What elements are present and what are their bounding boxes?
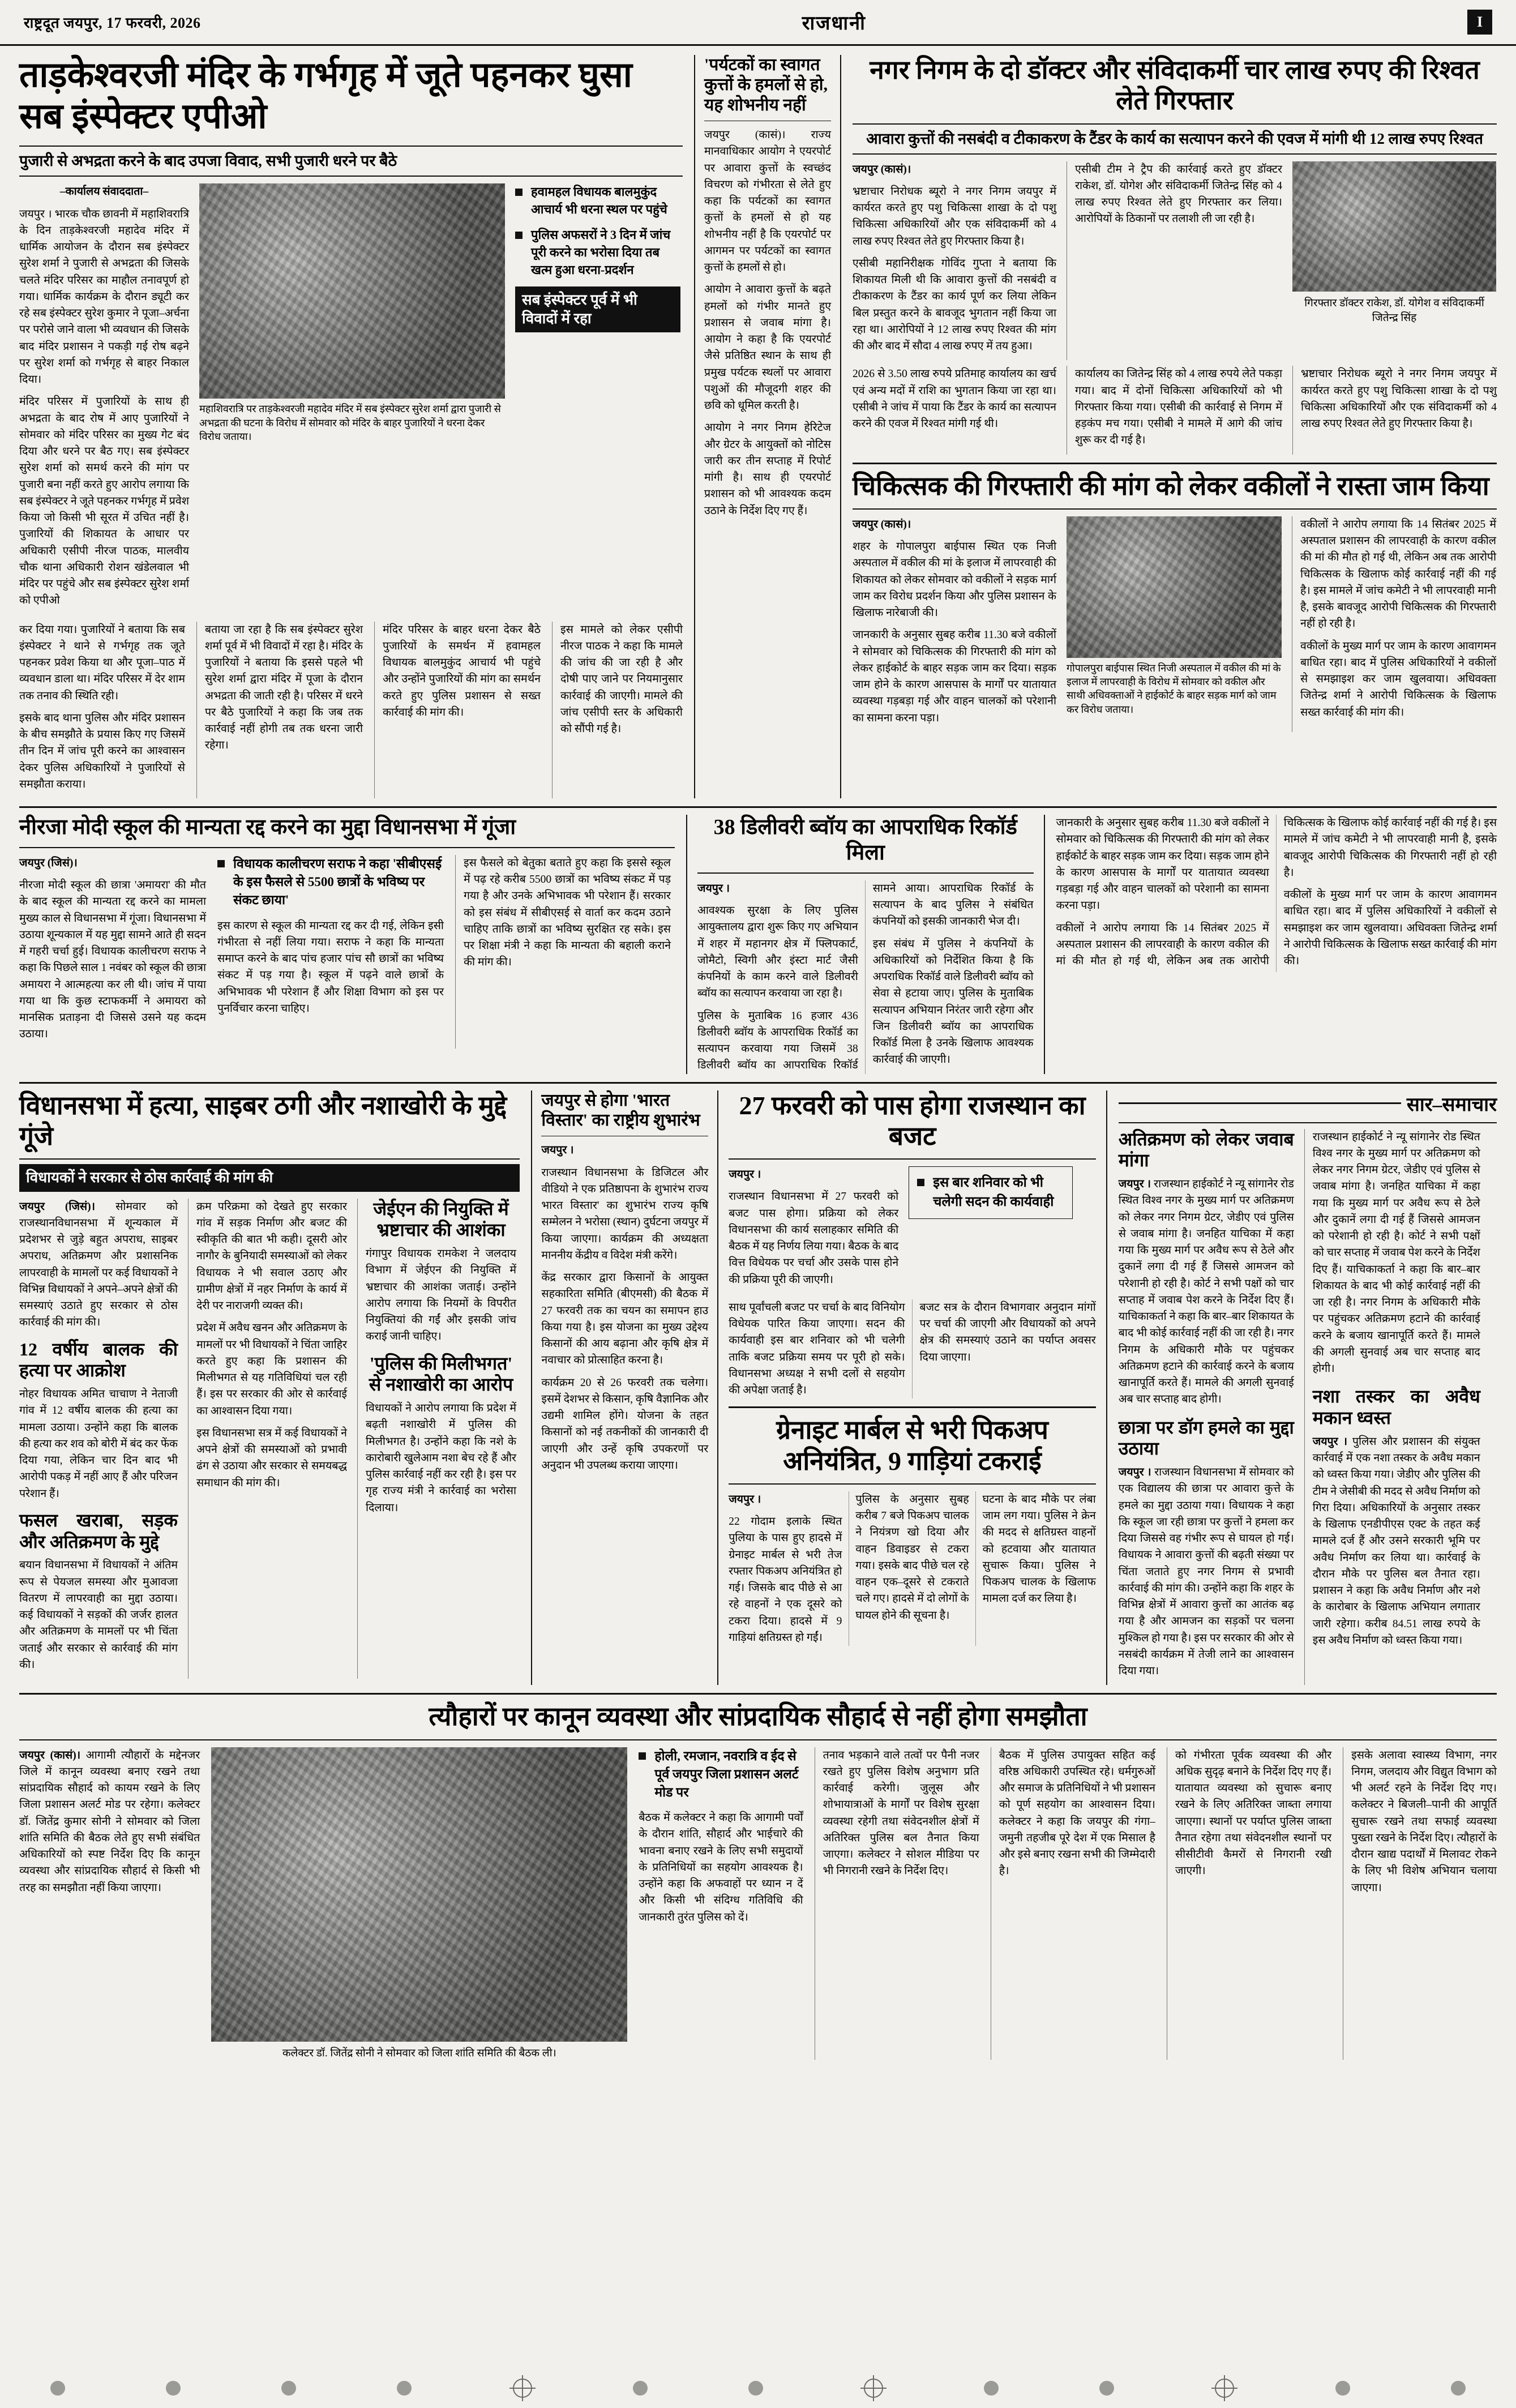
registration-dot bbox=[281, 2381, 296, 2396]
print-registration-marks bbox=[0, 2368, 1516, 2408]
masthead-right bbox=[1467, 10, 1492, 35]
lead-photo-caption: महाशिवरात्रि पर ताड़केश्वरजी महादेव मंदिर में सब इंस्पेक्टर सुरेश शर्मा द्वारा पुजारी से अभद्रता की घटना के विरोध में सोमवार को मंदिर के बाहर पुजारियों ने धरना देकर विरोध जताया। bbox=[199, 403, 501, 442]
registration-dot bbox=[1335, 2381, 1350, 2396]
top-band bbox=[19, 55, 1497, 798]
registration-dot bbox=[633, 2381, 648, 2396]
budget-story: 27 फरवरी को पास होगा राजस्थान का बजट जयपुर । राजस्थान विधानसभा में 27 फरवरी को बजट पास होगा। प्रक्रिया को लेकर विधानसभा की कार्य सलाहकार समिति की बैठक में यह निर्णय लिया गया। बैठक के बाद वित्त विधेयक पर चर्चा और उसके पास होने की प्रक्रिया पूरी की जाएगी। इस बार शनिवार को भी चलेगी सदन की कार्यवाही साथ पूर्वांचली बजट पर चर्चा के बाद विनियोग विधेयक पारित किया जाएगा। सदन की कार्यवाही इस बार शनिवार को भी चलेगी ताकि बजट प्रक्रिया समय पर पूरी हो सके। विधानसभा अध्यक्ष ने सभी दलों से सहयोग की अपेक्षा जताई है। बजट सत्र के दौरान विभागवार अनुदान मांगों पर चर्चा की जाएगी और विधायकों को अपने क्षेत्र की समस्याएं उठाने का पर्याप्त अवसर दिया जाएगा। bbox=[729, 1090, 1096, 1397]
lawyers-story: चिकित्सक की गिरफ्तारी की मांग को लेकर वकीलों ने रास्ता जाम किया जयपुर (कासं)। शहर के गोपालपुरा बाईपास स्थित एक निजी अस्पताल में वकील की मां के इलाज में लापरवाही की शिकायत को लेकर सोमवार को वकीलों ने सड़क मार्ग जाम कर विरोध प्रदर्शन किया और पुलिस प्रशासन के खिलाफ नारेबाजी की। जानकारी के अनुसार सुबह करीब 11.30 बजे वकीलों ने सोमवार को चिकित्सक की गिरफ्तारी की मांग को लेकर हाईकोर्ट के बाहर सड़क जाम कर दिया। सड़क जाम होने के कारण आसपास के मार्गों पर यातायात व्यवस्था गड़बड़ा गई और वाहन चालकों को परेशानी का सामना करना पड़ा। गोपालपुरा बाईपास स्थित निजी अस्पताल में वकील की मां के इलाज में लापरवाही के विरोध में सोमवार को वकील और साथी अधिवक्ताओं ने हाईकोर्ट के बाहर सड़क मार्ग को जाम कर विरोध जताया। वकीलों ने आरोप लगाया कि 14 सितंबर 2025 में अस्पताल प्रशासन की लापरवाही के कारण वकील की मां की मौत हो गई थी, लेकिन अब तक आरोपी चिकित्सक के खिलाफ कोई कार्रवाई नहीं की गई है। इस मामले में जांच कमेटी ने भी लापरवाही मानी है, इसके बावजूद आरोपी चिकित्सक की गिरफ्तारी नहीं हो रही है। वकीलों के मुख्य मार्ग पर जाम के कारण आवागमन बाधित रहा। बाद में पुलिस अधिकारियों ने वकीलों से समझाइश कर जाम खुलवाया। अधिवक्ता जितेन्द्र शर्मा ने आरोपी चिकित्सक के खिलाफ सख्त कार्रवाई की मांग की। bbox=[853, 463, 1497, 732]
granite-dateline: जयपुर । bbox=[729, 1493, 761, 1505]
assembly-dateline: जयपुर (जिसं)। bbox=[19, 1200, 96, 1213]
assembly-sub1-title: 12 वर्षीय बालक की हत्या पर आक्रोश bbox=[19, 1338, 178, 1381]
sar-item-2-headline: छात्रा पर डॉग हमले का मुद्दा उठाया bbox=[1118, 1417, 1294, 1459]
delivery-dateline: जयपुर । bbox=[697, 882, 730, 895]
lead-col1: –कार्यालय संवाददाता– जयपुर । भारक चौक छावनी में महाशिवरात्रि के दिन ताड़केश्वरजी महादेव मंदिर में धार्मिक आयोजन के दौरान सब इंस्पेक्टर सुरेश शर्मा ने पुजारी से अभद्रता की जिसके चलते मंदिर परिसर का माहौल तनावपूर्ण हो गया। धार्मिक कार्यक्रम के दौरान ड्यूटी कर रहे सब इंस्पेक्टर सुरेश कुमार ने पूजा–अर्चना पर परोसे जाने वाला भी व्यवधान की जिसके बाद मंदिर प्रशासन ने पकड़ी गई रोष बढ़ने पर सुरेश शर्मा को गर्भगृह से बाहर निकाल दिया। मंदिर परिसर में पुजारियों के साथ ही अभद्रता के बाद रोष में आए पुजारियों ने सोमवार को मंदिर परिसर का मुख्य गेट बंद दिया और धरने पर बैठ गए। सब इंस्पेक्टर सुरेश शर्मा को समर्थ करने की मांग पर पुजारी बना नहीं करते हुए आरोप लगाया कि सब इंस्पेक्टर ने जूते पहनकर गर्भगृह में प्रवेश किया जो किसी भी सूरत में उचित नहीं है। पुजारियों की शिकायत के आधार पर अधिकारी एसीपी नीरज पाठक, मालवीय चौक थाना अधिकारी रोशन खंडेलवाल भी मंदिर पर पहुंचे और सब इंस्पेक्टर सुरेश शर्मा को एपीओ bbox=[19, 183, 189, 614]
registration-dot bbox=[50, 2381, 65, 2396]
assembly-sub2-title: फसल खराबा, सड़क और अतिक्रमण के मुद्दे bbox=[19, 1509, 178, 1552]
assembly-story: विधानसभा में हत्या, साइबर ठगी और नशाखोरी के मुद्दे गूंजे विधायकों ने सरकार से ठोस कार्रवाई की मांग की जयपुर (जिसं)। सोमवार को राजस्थानविधानसभा में शून्यकाल में प्रदेशभर से जुड़े बहुत अपराध, साइबर अपराध, अतिक्रमण और प्रशासनिक लापरवाही के मामलों पर कई विधायकों ने विभिन्न विधायकों ने अपने–अपने क्षेत्रों की समस्याएं उठाते हुए सरकार से ठोस कार्रवाई की मांग की। 12 वर्षीय बालक की हत्या पर आक्रोश नोहर विधायक अमित चाचाण ने नेताजी गांव में 12 वर्षीय बालक की हत्या का मामला उठाया। उन्होंने कहा कि बालक की हत्या कर शव को बोरी में बंद कर फेंक दिया गया, लेकिन चार दिन बाद भी आरोपी पकड़ में नहीं आए हैं और परिजन परेशान हैं। फसल खराबा, सड़क और अतिक्रमण के मुद्दे बयान विधानसभा में विधायकों ने अंतिम रूप से पेयजल समस्या और मुआवजा वितरण में लापरवाही का मुद्दा उठाया। कई विधायकों ने सड़कों की जर्जर हालत और अतिक्रमण के मामलों पर भी चिंता जताई और सरकार से कार्रवाई की मांग की। क्रम परिक्रमा को देखते हुए सरकार गांव में सड़क निर्माण और बजट की स्वीकृति की बात भी कही। दूसरी ओर नागौर के बुनियादी समस्याओं को लेकर विधायक ने भी सवाल उठाए और ग्रामीण क्षेत्रों में नहर निर्माण के कार्य में देरी पर नाराजगी व्यक्त की। प्रदेश में अवैध खनन और अतिक्रमण के मामलों पर भी विधायकों ने चिंता जाहिर करते हुए कहा कि प्रशासन की मिलीभगत से यह गतिविधियां चल रही हैं। इस पर सरकार की ओर से कार्रवाई का आश्वासन दिया गया। इस विधानसभा सत्र में कई विधायकों ने अपने क्षेत्रों की समस्याओं को प्रभावी ढंग से उठाया और सरकार से समयबद्ध समाधान की मांग की। जेईएन की नियुक्ति में भ्रष्टाचार की आशंका गंगापुर विधायक रामकेश ने जलदाय विभाग में जेईएन की नियुक्ति में भ्रष्टाचार की आशंका जताई। उन्होंने आरोप लगाया कि नियमों के विपरीत नियुक्तियां की गईं और इसकी जांच कराई जानी चाहिए। 'पुलिस की मिलीभगत' से नशाखोरी का आरोप विधायकों ने आरोप लगाया कि प्रदेश में बढ़ती नशाखोरी में पुलिस की मिलीभगत है। उन्होंने कहा कि नशे के कारोबारी खुलेआम नशा बेच रहे हैं और पुलिस कार्रवाई नहीं कर रही है। इस पर गृह राज्य मंत्री ने कार्रवाई का भरोसा दिलाया। bbox=[19, 1090, 531, 1686]
lead-photo bbox=[199, 183, 505, 399]
lawyers-photo bbox=[1067, 516, 1282, 658]
lead-subhead: पुजारी से अभद्रता करने के बाद उपजा विवाद, सभी पुजारी धरने पर बैठे bbox=[19, 152, 397, 170]
registration-dot bbox=[397, 2381, 412, 2396]
masthead bbox=[0, 0, 1516, 46]
list-item: पुलिस अफसरों ने 3 दिन में जांच पूरी करने का भरोसा दिया तब खत्म हुआ धरना-प्रदर्शन bbox=[515, 226, 680, 279]
assembly-headline: विधानसभा में हत्या, साइबर ठगी और नशाखोरी के मुद्दे गूंजे bbox=[19, 1090, 507, 1150]
delivery-headline: 38 डिलीवरी ब्वॉय का आपराधिक रिकॉर्ड मिला bbox=[713, 815, 1017, 865]
registration-dot bbox=[1451, 2381, 1466, 2396]
bharat-vistar-headline: जयपुर से होगा 'भारत विस्तार' का राष्ट्रीय शुभारंभ bbox=[541, 1090, 700, 1130]
bharat-vistar-story: जयपुर से होगा 'भारत विस्तार' का राष्ट्रीय शुभारंभ जयपुर । राजस्थान विधानसभा के डिजिटल और वीडियो ने एक प्रतिष्ठापना के शुभारंभ राज्य भारत विस्तार' का शुभारंभ राज्य कृषि सम्मेलन ने भरोसा (स्थान) दुर्घटना जयपुर में किया जाएगा। कार्यक्रम की अध्यक्षता माननीय केंद्रीय व विदेश मंत्री करेंगे। केंद्र सरकार द्वारा किसानों के आयुक्त सहकारिता समिति (बीएमसी) की बैठक में 27 फरवरी तक का चयन का समापन हाउ किया गया है। इस योजना का मुख्य उद्देश्य किसानों की आय बढ़ाना और कृषि क्षेत्र में नवाचार को प्रोत्साहित करना है। कार्यक्रम 20 से 26 फरवरी तक चलेगा। इसमें देशभर से किसान, कृषि वैज्ञानिक और उद्यमी शामिल होंगे। योजना के तहत किसानों को नई तकनीकों की जानकारी दी जाएगी और उन्हें कृषि उपकरणों पर अनुदान भी उपलब्ध कराया जाएगा। bbox=[531, 1090, 717, 1686]
festival-photo bbox=[211, 1747, 627, 2042]
tourists-body: जयपुर (कासं)। राज्य मानवाधिकार आयोग ने एयरपोर्ट पर आवारा कुत्तों के स्वच्छंद विचरण को गंभीरता से लेते हुए कहा कि पर्यटकों का स्वागत कुत्तों के हमलों से हो यह शोभनीय नहीं है कि एयरपोर्ट पर आगमन पर पर्यटकों का स्वागत कुत्तों के हमलों से हो। आयोग ने आवारा कुत्तों के बढ़ते हमलों को गंभीर मानते हुए प्रशासन से जवाब मांगा है। आयोग ने कहा है कि एयरपोर्ट जैसे प्रतिष्ठित स्थान के साथ ही प्रमुख पर्यटक स्थलों पर आवारा पशुओं की मौजूदगी शहर की छवि को धूमिल करती है। आयोग ने नगर निगम हेरिटेज और ग्रेटर के आयुक्तों को नोटिस जारी कर तीन सप्ताह में रिपोर्ट मांगी है। साथ ही एयरपोर्ट प्रशासन को भी आवश्यक कदम उठाने के निर्देश दिए गए हैं। bbox=[704, 129, 831, 517]
festival-story: त्यौहारों पर कानून व्यवस्था और सांप्रदायिक सौहार्द से नहीं होगा समझौता जयपुर (कासं)। आगामी त्यौहारों के मद्देनजर जिले में कानून व्यवस्था बनाए रखने तथा सांप्रदायिक सौहार्द को कायम रखने के लिए जिला प्रशासन अलर्ट मोड पर रहेगा। कलेक्टर डॉ. जितेंद्र कुमार सोनी ने सोमवार को जिला शांति समिति की बैठक लेते हुए सभी संबंधित अधिकारियों को स्पष्ट निर्देश दिए कि कानून व्यवस्था और सांप्रदायिक सौहार्द से किसी भी तरह का समझौता नहीं किया जाएगा। कलेक्टर डॉ. जितेंद्र सोनी ने सोमवार को जिला शांति समिति की बैठक ली। होली, रमजान, नवरात्रि व ईद से पूर्व जयपुर जिला प्रशासन अलर्ट मोड पर बैठक में कलेक्टर ने कहा कि आगामी पर्वों के दौरान शांति, सौहार्द और भाईचारे की भावना बनाए रखने के लिए सभी समुदायों के प्रतिनिधियों का सहयोग आवश्यक है। उन्होंने कहा कि अफवाहों पर ध्यान न दें और किसी भी संदिग्ध गतिविधि की जानकारी तुरंत पुलिस को दें। तनाव भड़काने वाले तत्वों पर पैनी नजर रखते हुए पुलिस विशेष अनुभाग प्रति कार्रवाई करेगी। जुलूस और शोभायात्राओं के मार्गों पर विशेष सुरक्षा व्यवस्था रहेगी तथा संवेदनशील क्षेत्रों में अतिरिक्त पुलिस बल तैनात किया जाएगा। कलेक्टर ने सोशल मीडिया पर भी निगरानी रखने के निर्देश दिए। बैठक में पुलिस उपायुक्त सहित कई वरिष्ठ अधिकारी उपस्थित रहे। धर्मगुरुओं और समाज के प्रतिनिधियों ने भी प्रशासन को पूर्ण सहयोग का आश्वासन दिया। कलेक्टर ने कहा कि जयपुर की गंगा–जमुनी तहजीब पूरे देश में एक मिसाल है और इसे बनाए रखना सभी की जिम्मेदारी है। को गंभीरता पूर्वक व्यवस्था की और अधिक सुदृढ़ बनाने के निर्देश दिए गए हैं। यातायात व्यवस्था को सुचारू बनाए रखने के लिए अतिरिक्त जाब्ता लगाया जाएगा। स्थानों पर पर्याप्त पुलिस जाब्ता तैनात रहेगा तथा संवेदनशील स्थानों पर सीसीटीवी कैमरों से निगरानी रखी जाएगी। इसके अलावा स्वास्थ्य विभाग, नगर निगम, जलदाय और विद्युत विभाग को भी अलर्ट रहने के निर्देश दिए गए। कलेक्टर ने बिजली–पानी की आपूर्ति सुचारू रखने तथा सफाई व्यवस्था पुख्ता रखने के निर्देश दिए। त्यौहारों के दौरान खाद्य पदार्थों में मिलावट रोकने के लिए भी विशेष अभियान चलाया जाएगा। bbox=[19, 1693, 1497, 2071]
registration-crosshair bbox=[864, 2379, 883, 2398]
budget-headline: 27 फरवरी को पास होगा राजस्थान का बजट bbox=[739, 1090, 1086, 1150]
sar-samachar bbox=[1107, 1090, 1497, 1686]
lawyers-continuation: जानकारी के अनुसार सुबह करीब 11.30 बजे वकीलों ने सोमवार को चिकित्सक की गिरफ्तारी की मांग को लेकर हाईकोर्ट के बाहर सड़क जाम कर दिया। सड़क जाम होने के कारण आसपास के मार्गों पर यातायात व्यवस्था गड़बड़ा गई और वाहन चालकों को परेशानी का सामना करना पड़ा। वकीलों ने आरोप लगाया कि 14 सितंबर 2025 में अस्पताल प्रशासन की लापरवाही के कारण वकील की मां की मौत हो गई थी, लेकिन अब तक आरोपी चिकित्सक के खिलाफ कोई कार्रवाई नहीं की गई है। इस मामले में जांच कमेटी ने भी लापरवाही मानी है, इसके बावजूद आरोपी चिकित्सक की गिरफ्तारी नहीं हो रही है। वकीलों के मुख्य मार्ग पर जाम के कारण आवागमन बाधित रहा। बाद में पुलिस अधिकारियों ने वकीलों से समझाइश कर जाम खुलवाया। अधिवक्ता जितेन्द्र शर्मा ने आरोपी चिकित्सक के खिलाफ सख्त कार्रवाई की मांग की। bbox=[1056, 817, 1497, 968]
nigam-photo-caption: गिरफ्तार डॉक्टर राकेश, डॉ. योगेश व संविदाकर्मी जितेन्द्र सिंह bbox=[1304, 297, 1484, 324]
lead-dateline: –कार्यालय संवाददाता– bbox=[59, 186, 149, 198]
assembly-col3-title-2: 'पुलिस की मिलीभगत' से नशाखोरी का आरोप bbox=[369, 1353, 513, 1395]
lead-photo-wrap bbox=[199, 183, 505, 614]
registration-dot bbox=[748, 2381, 763, 2396]
registration-crosshair bbox=[513, 2379, 532, 2398]
third-band bbox=[19, 1082, 1497, 1686]
assembly-subhead: विधायकों ने सरकार से ठोस कार्रवाई की मांग की bbox=[19, 1164, 520, 1192]
neerja-dateline: जयपुर (जिसं)। bbox=[19, 857, 78, 869]
tourists-box bbox=[694, 55, 841, 798]
tourists-headline: 'पर्यटकों का स्वागत कुत्तों के हमलों से हो, यह शोभनीय नहीं bbox=[704, 55, 828, 114]
lead-bullets-wrap bbox=[515, 183, 680, 614]
lawyers-headline: चिकित्सक की गिरफ्तारी की मांग को लेकर वकीलों ने रास्ता जाम किया bbox=[853, 471, 1489, 501]
registration-dot bbox=[984, 2381, 999, 2396]
budget-dateline: जयपुर । bbox=[729, 1169, 761, 1181]
neerja-headline: नीरजा मोदी स्कूल की मान्यता रद्द करने का मुद्दा विधानसभा में गूंजा bbox=[19, 815, 516, 840]
sar-samachar-header bbox=[1119, 1090, 1497, 1117]
registration-dot bbox=[166, 2381, 181, 2396]
nigam-dateline: जयपुर (कासं)। bbox=[853, 163, 911, 176]
sar-item-1: अतिक्रमण को लेकर जवाब मांगा जयपुर । राजस्थान हाईकोर्ट ने न्यू सांगानेर रोड स्थित विश्व नगर के मुख्य मार्ग पर अतिक्रमण को लेकर नगर निगम ग्रेटर, जेडीए एवं पुलिस से जवाब मांगा है। जनहित याचिका में कहा गया कि मुख्य मार्ग पर अवैध रूप से ठेले और दुकानें लगा दी गई हैं जिससे आमजन को परेशानी हो रही है। कोर्ट ने सभी पक्षों को चार सप्ताह में जवाब पेश करने के निर्देश दिए हैं। याचिकाकर्ता ने कहा कि बार–बार शिकायत के बाद भी कोई कार्रवाई नहीं की जा रही है। नगर निगम के अधिकारी मौके पर पहुंचकर अतिक्रमण हटाने की कार्रवाई करने के बजाय खानापूर्ति करते हैं। मामले की अगली सुनवाई अब चार सप्ताह बाद होगी। छात्रा पर डॉग हमले का मुद्दा उठाया जयपुर । राजस्थान विधानसभा में सोमवार को एक विद्यालय की छात्रा पर आवारा कुत्ते के हमले का मुद्दा उठाया गया। विधायक ने कहा कि स्कूल जा रही छात्रा पर कुत्तों ने हमला कर दिया जिससे वह गंभीर रूप से घायल हो गई। विधायक ने आवारा कुत्तों की बढ़ती संख्या पर चिंता जताते हुए नगर निगम से प्रभावी कार्रवाई की मांग की। उन्होंने कहा कि शहर के विभिन्न क्षेत्रों में आवारा कुत्तों का आतंक बढ़ गया है और आमजन का सड़कों पर चलना मुश्किल हो गया है। इस पर सरकार की ओर से नसबंदी कार्यक्रम में तेजी लाने का आश्वासन दिया गया। bbox=[1118, 1128, 1294, 1678]
registration-dot bbox=[1099, 2381, 1114, 2396]
budget-kicker-box bbox=[909, 1166, 1073, 1219]
second-band bbox=[19, 806, 1497, 1073]
masthead-title: राजधानी bbox=[802, 13, 866, 34]
lead-bullet-box-title: सब इंस्पेक्टर पूर्व में भी विवादों में रहा bbox=[515, 286, 680, 332]
festival-photo-caption: कलेक्टर डॉ. जितेंद्र सोनी ने सोमवार को जिला शांति समिति की बैठक ली। bbox=[282, 2047, 556, 2059]
lawyers-dateline: जयपुर (कासं)। bbox=[853, 518, 911, 531]
list-item: हवामहल विधायक बालमुकुंद आचार्य भी धरना स्थल पर पहुंचे bbox=[515, 183, 680, 219]
sar-item-3-headline: नशा तस्कर का अवैध मकान ध्वस्त bbox=[1312, 1386, 1480, 1428]
lead-bullets bbox=[515, 183, 680, 279]
lead-story: ताड़केश्वरजी मंदिर के गर्भगृह में जूते पहनकर घुसा सब इंस्पेक्टर एपीओ पुजारी से अभद्रता करने के बाद उपजा विवाद, सभी पुजारी धरने पर बैठे –कार्यालय संवाददाता– जयपुर । भारक चौक छावनी में महाशिवरात्रि के दिन ताड़केश्वरजी महादेव मंदिर में धार्मिक आयोजन के दौरान सब इंस्पेक्टर सुरेश शर्मा ने पुजारी से अभद्रता की जिसके चलते मंदिर परिसर का माहौल तनावपूर्ण हो गया। धार्मिक कार्यक्रम के दौरान ड्यूटी कर रहे सब इंस्पेक्टर सुरेश कुमार ने पूजा–अर्चना पर परोसे जाने वाला भी व्यवधान की जिसके बाद मंदिर प्रशासन ने पकड़ी गई रोष बढ़ने पर सुरेश शर्मा को गर्भगृह से बाहर निकाल दिया। मंदिर परिसर में पुजारियों के साथ ही अभद्रता के बाद रोष में आए पुजारियों ने सोमवार को मंदिर परिसर का मुख्य गेट बंद दिया और धरने पर बैठ गए। सब इंस्पेक्टर सुरेश शर्मा को समर्थ करने की मांग पर पुजारी बना नहीं करते हुए आरोप लगाया कि सब इंस्पेक्टर ने जूते पहनकर गर्भगृह में प्रवेश किया जो किसी भी सूरत में उचित नहीं है। पुजारियों की शिकायत के आधार पर अधिकारी एसीपी नीरज पाठक, मालवीय चौक थाना अधिकारी रोशन खंडेलवाल भी मंदिर पर पहुंचे और सब इंस्पेक्टर सुरेश शर्मा को एपीओ महाशिवरात्रि पर ताड़केश्वरजी महादेव मंदिर में सब इंस्पेक्टर सुरेश शर्मा द्वारा पुजारी से अभद्रता की घटना के विरोध में सोमवार को मंदिर के बाहर पुजारियों ने धरना देकर विरोध जताया। हवामहल विधायक बालमुकुंद आचार्य भी धरना स्थल पर पहुंचे पुलिस अफसरों ने 3 दिन में जांच पूरी करने का भरोसा दिया तब खत्म हुआ धरना-प्रदर्शन सब इंस्पेक्टर पूर्व में भी विवादों में रहा कर दिया गया। पुजारियों ने बताया कि सब इंस्पेक्टर ने थाने से गर्भगृह तक जूते पहनकर प्रवेश किया था और पूजा–पाठ में व्यवधान डाला था। मंदिर परिसर में देर शाम तक तनाव की स्थिति रही। इसके बाद थाना पुलिस और मंदिर प्रशासन के बीच समझौते के प्रयास किए गए जिसमें तीन दिन में जांच पूरी करने का आश्वासन देकर पुलिस अधिकारियों ने पुजारियों से समझौता कराया। बताया जा रहा है कि सब इंस्पेक्टर सुरेश शर्मा पूर्व में भी विवादों में रहा है। मंदिर के पुजारियों ने बताया कि इससे पहले भी सुरेश शर्मा द्वारा मंदिर में पूजा के दौरान अभद्रता की जाती रही है। परिसर में धरने पर बैठे पुजारियों ने कहा कि जब तक कार्रवाई नहीं होगी तब तक धरना जारी रहेगा। मंदिर परिसर के बाहर धरना देकर बैठे पुजारियों के समर्थन में हवामहल विधायक बालमुकुंद आचार्य भी पहुंचे और उन्होंने पुजारियों की मांग का समर्थन करते हुए पुलिस प्रशासन से सख्त कार्रवाई की मांग की। इस मामले को लेकर एसीपी नीरज पाठक ने कहा कि मामले की जांच की जा रही है और दोषी पाए जाने पर नियमानुसार कार्रवाई की जाएगी। मामले की जांच एसीपी स्तर के अधिकारी को सौंपी गई है। bbox=[19, 55, 694, 798]
list-item: इस बार शनिवार को भी चलेगी सदन की कार्यवाही bbox=[917, 1174, 1064, 1212]
delivery-body: जयपुर । आवश्यक सुरक्षा के लिए पुलिस आयुक्तालय द्वारा शुरू किए गए अभियान में शहर में महानगर क्षेत्र में फ्लिपकार्ट, जोमैटो, स्विगी और इंस्टा मार्ट जैसी कंपनियों के काम करने वाले डिलीवरी ब्वॉय का सत्यापन करवाया जा रहा है। पुलिस के मुताबिक 16 हजार 436 डिलीवरी ब्वॉय के आपराधिक रिकॉर्ड का सत्यापन करवाया गया जिसमें 38 डिलीवरी ब्वॉय का आपराधिक रिकॉर्ड सामने आया। आपराधिक रिकॉर्ड के सत्यापन के बाद पुलिस ने संबंधित कंपनियों को इसकी जानकारी भेज दी। इस संबंध में पुलिस ने कंपनियों के अधिकारियों को निर्देशित किया है कि अपराधिक रिकॉर्ड वाले डिलीवरी ब्वॉय को सेवा से हटाया जाए। पुलिस के मुताबिक सत्यापन अभियान निरंतर जारी रहेगा और जिन डिलीवरी ब्वॉय का आपराधिक रिकॉर्ड मिला है उनके खिलाफ आवश्यक कार्रवाई की जाएगी। bbox=[697, 882, 1034, 1072]
sar-item-3: राजस्थान हाईकोर्ट ने न्यू सांगानेर रोड स्थित विश्व नगर के मुख्य मार्ग पर अतिक्रमण को लेकर नगर निगम ग्रेटर, जेडीए एवं पुलिस से जवाब मांगा है। जनहित याचिका में कहा गया कि मुख्य मार्ग पर अवैध रूप से ठेले और दुकानें लगा दी गई हैं जिससे आमजन को परेशानी हो रही है। कोर्ट ने सभी पक्षों को चार सप्ताह में जवाब पेश करने के निर्देश दिए हैं। याचिकाकर्ता ने कहा कि बार–बार शिकायत के बाद भी कोई कार्रवाई नहीं की जा रही है। नगर निगम के अधिकारी मौके पर पहुंचकर अतिक्रमण हटाने की कार्रवाई करने के बजाय खानापूर्ति करते हैं। मामले की अगली सुनवाई अब चार सप्ताह बाद होगी। नशा तस्कर का अवैध मकान ध्वस्त जयपुर । पुलिस और प्रशासन की संयुक्त कार्रवाई में एक नशा तस्कर के अवैध मकान को ध्वस्त किया गया। जेडीए और पुलिस की टीम ने जेसीबी की मदद से अवैध निर्माण को गिरा दिया। अधिकारियों के अनुसार तस्कर के खिलाफ एनडीपीएस एक्ट के तहत कई मामले दर्ज हैं और उसने सरकारी भूमि पर अवैध निर्माण कर लिया था। कार्रवाई के दौरान मौके पर पुलिस बल तैनात रहा। प्रशासन ने कहा कि अवैध निर्माण और नशे के कारोबार के खिलाफ अभियान लगातार जारी रहेगा। करीब 84.51 लाख रुपये के इस अवैध निर्माण को ध्वस्त किया गया। bbox=[1304, 1129, 1480, 1686]
festival-headline: त्यौहारों पर कानून व्यवस्था और सांप्रदायिक सौहार्द से नहीं होगा समझौता bbox=[429, 1702, 1087, 1731]
nigam-photo bbox=[1292, 161, 1496, 292]
sar-samachar-title: सार–समाचार bbox=[1406, 1094, 1497, 1115]
nigam-subhead: आवारा कुत्तों की नसबंदी व टीकाकरण के टैंडर के कार्य का सत्यापन करने की एवज में मांगी थी 12 लाख रुपए रिश्वत bbox=[866, 130, 1483, 147]
granite-headline: ग्रेनाइट मार्बल से भरी पिकअप अनियंत्रित, 9 गाड़ियां टकराई bbox=[776, 1415, 1048, 1475]
lawyers-photo-caption: गोपालपुरा बाईपास स्थित निजी अस्पताल में वकील की मां के इलाज में लापरवाही के विरोध में सोमवार को वकील और साथी अधिवक्ताओं ने हाईकोर्ट के बाहर सड़क मार्ग को जाम कर विरोध जताया। bbox=[1067, 662, 1281, 715]
masthead-edition: राष्ट्रदूत जयपुर, 17 फरवरी, 2026 bbox=[24, 15, 201, 31]
assembly-col3-title-1: जेईएन की नियुक्ति में भ्रष्टाचार की आशंका bbox=[373, 1198, 509, 1241]
nigam-headline: नगर निगम के दो डॉक्टर और संविदाकर्मी चार लाख रुपए की रिश्वत लेते गिरफ्तार bbox=[870, 55, 1480, 116]
bharat-vistar-dateline: जयपुर । bbox=[541, 1144, 574, 1157]
delivery-story bbox=[686, 815, 1045, 1073]
list-item: होली, रमजान, नवरात्रि व ईद से पूर्व जयपुर जिला प्रशासन अलर्ट मोड पर bbox=[639, 1747, 803, 1802]
granite-story: ग्रेनाइट मार्बल से भरी पिकअप अनियंत्रित, 9 गाड़ियां टकराई जयपुर । 22 गोदाम इलाके स्थित पुलिया के पास हुए हादसे में ग्रेनाइट मार्बल से भरी तेज रफ्तार पिकअप अनियंत्रित हो गई। जिसके बाद पीछे से आ रहे वाहनों ने एक दूसरे को टकरा दिया। हादसे में 9 गाड़ियां क्षतिग्रस्त हो गईं। पुलिस के अनुसार सुबह करीब 7 बजे पिकअप चालक ने नियंत्रण खो दिया और वाहन डिवाइडर से टकरा गया। इसके बाद पीछे चल रहे वाहन एक–दूसरे से टकराते चले गए। हादसे में दो लोगों के घायल होने की सूचना है। घटना के बाद मौके पर लंबा जाम लग गया। पुलिस ने क्रेन की मदद से क्षतिग्रस्त वाहनों को हटवाया और यातायात सुचारू किया। पुलिस ने पिकअप चालक के खिलाफ मामला दर्ज कर लिया है। bbox=[729, 1406, 1096, 1646]
sar-item-1-headline: अतिक्रमण को लेकर जवाब मांगा bbox=[1118, 1128, 1294, 1171]
list-item: विधायक कालीचरण सराफ ने कहा 'सीबीएसई के इस फैसले से 5500 छात्रों के भविष्य पर संकट छाया' bbox=[217, 855, 444, 910]
festival-dateline: जयपुर (कासं)। bbox=[19, 1749, 81, 1761]
neerja-story: नीरजा मोदी स्कूल की मान्यता रद्द करने का मुद्दा विधानसभा में गूंजा जयपुर (जिसं)। नीरजा मोदी स्कूल की छात्रा 'अमायरा' की मौत के बाद स्कूल की मान्यता रद्द करने का मामला मुख्य काल से विधानसभा में गूंजा। विधानसभा में उठाया शून्यकाल में यह मुद्दा सामने आते ही सदन में गहरी चर्चा हुई। विधायक कालीचरण सराफ ने कहा कि पिछले साल 1 नवंबर को स्कूल की छात्रा अमायरा ने आत्महत्या कर ली थी। जांच में पाया गया था कि कुछ स्टाफकर्मी ने अमायरा को मानसिक प्रताड़ना दी जिससे उसने यह कदम उठाया। विधायक कालीचरण सराफ ने कहा 'सीबीएसई के इस फैसले से 5500 छात्रों के भविष्य पर संकट छाया' इस कारण से स्कूल की मान्यता रद्द कर दी गई, लेकिन इसी गंभीरता से नहीं लिया गया। सराफ ने कहा कि मान्यता समाप्त करने के बाद पांच हजार पांच सौ छात्रों का भविष्य संकट में पड़ गया है। स्कूल में पढ़ने वाले छात्रों के अभिभावक भी परेशान हैं और शिक्षा विभाग को इस पर पुनर्विचार करना चाहिए। इस फैसले को बेतुका बताते हुए कहा कि इससे स्कूल में पढ़ रहे करीब 5500 छात्रों का भविष्य संकट में पड़ गया है और उनके अभिभावक भी परेशान हैं। सरकार को इस संबंध में सीबीएसई से वार्ता कर कदम उठाने चाहिए ताकि छात्रों का भविष्य सुरक्षित रह सके। इस पर शिक्षा मंत्री ने कहा कि मान्यता की बहाली कराने की मांग की। bbox=[19, 815, 686, 1073]
page-number: I bbox=[1467, 10, 1492, 35]
lead-headline: ताड़केश्वरजी मंदिर के गर्भगृह में जूते पहनकर घुसा सब इंस्पेक्टर एपीओ bbox=[19, 56, 632, 136]
registration-crosshair bbox=[1215, 2379, 1234, 2398]
nigam-story: नगर निगम के दो डॉक्टर और संविदाकर्मी चार लाख रुपए की रिश्वत लेते गिरफ्तार आवारा कुत्तों की नसबंदी व टीकाकरण के टैंडर के कार्य का सत्यापन करने की एवज में मांगी थी 12 लाख रुपए रिश्वत जयपुर (कासं)। भ्रष्टाचार निरोधक ब्यूरो ने नगर निगम जयपुर में कार्यरत करते हुए पशु चिकित्सा शाखा के दो पशु चिकित्सा अधिकारियों और एक संविदाकर्मी को 4 लाख रुपए रिश्वत लेते हुए गिरफ्तार किया है। एसीबी महानिरीक्षक गोविंद गुप्ता ने बताया कि शिकायत मिली थी कि आवारा कुत्तों की नसबंदी व टीकाकरण के टैंडर का कार्य पूर्ण कर लिया लेकिन बिल प्रस्तुत करने के बावजूद भुगतान नहीं किया जा रहा था। आरोपियों ने 12 लाख रुपए रिश्वत की मांग की और बाद में सौदा 4 लाख रुपए में तय हुआ। एसीबी टीम ने ट्रैप की कार्रवाई करते हुए डॉक्टर राकेश, डॉ. योगेश और संविदाकर्मी जितेन्द्र सिंह को 4 लाख रुपए रिश्वत लेते हुए गिरफ्तार कर लिया। आरोपियों के ठिकानों पर तलाशी ली जा रही है। गिरफ्तार डॉक्टर राकेश, डॉ. योगेश व संविदाकर्मी जितेन्द्र सिंह 2026 से 3.50 लाख रुपये प्रतिमाह कार्यालय का खर्च एवं अन्य मदों में राशि का भुगतान किया जा रहा था। एसीबी ने जांच में पाया कि टैंडर के कार्य का सत्यापन करने की एवज में रिश्वत मांगी गई थी। कार्यालय का जितेन्द्र सिंह को 4 लाख रुपये लेते पकड़ा गया। बाद में दोनों चिकित्सा अधिकारियों को भी गिरफ्तार किया गया। एसीबी की कार्रवाई से निगम में हड़कंप मच गया। एसीबी ने मामले में आगे की जांच शुरू कर दी गई है। भ्रष्टाचार निरोधक ब्यूरो ने नगर निगम जयपुर में कार्यरत करते हुए पशु चिकित्सा शाखा के दो पशु चिकित्सा अधिकारियों और एक संविदाकर्मी को 4 लाख रुपए रिश्वत लेते हुए गिरफ्तार किया है। bbox=[853, 55, 1497, 455]
